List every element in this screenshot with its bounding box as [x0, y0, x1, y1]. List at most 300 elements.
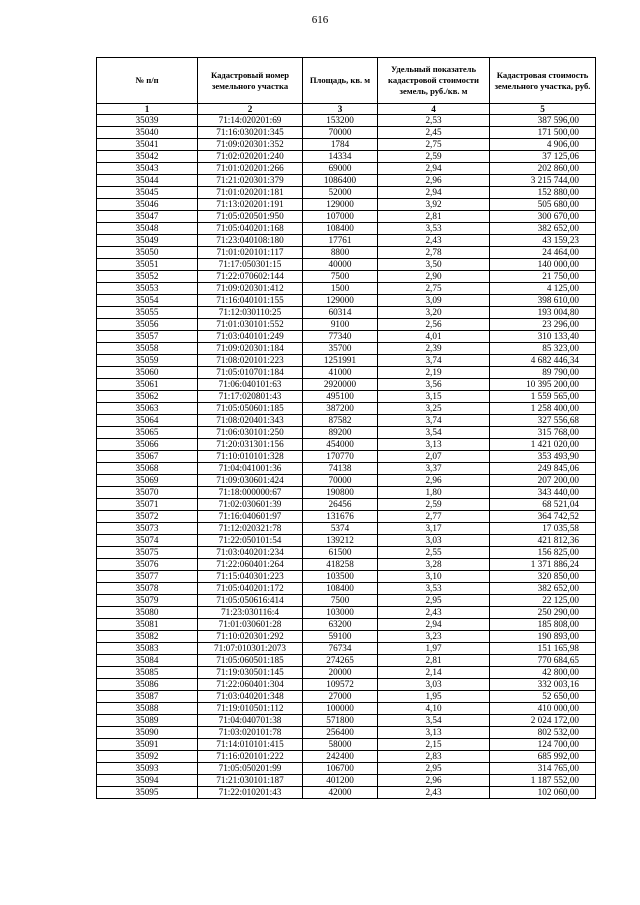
cell-row-number: 35064: [97, 415, 198, 427]
cell-row-number: 35085: [97, 667, 198, 679]
cell-unit-rate: 2,95: [378, 763, 490, 775]
table-row: [97, 139, 596, 151]
cell-area: 89200: [303, 427, 378, 439]
cell-area: 242400: [303, 751, 378, 763]
cell-area: 7500: [303, 595, 378, 607]
cell-row-number: 35059: [97, 355, 198, 367]
cell-unit-rate: 3,23: [378, 631, 490, 643]
cell-row-number: 35046: [97, 199, 198, 211]
cell-cadastral-number: 71:22:050101:54: [198, 535, 303, 547]
cell-cadastral-value: 802 532,00: [490, 727, 596, 739]
cell-area: 27000: [303, 691, 378, 703]
cell-row-number: 35093: [97, 763, 198, 775]
cell-unit-rate: 3,56: [378, 379, 490, 391]
cell-unit-rate: 2,94: [378, 619, 490, 631]
cell-row-number: 35054: [97, 295, 198, 307]
table-row: [97, 535, 596, 547]
cell-cadastral-number: 71:10:020301:292: [198, 631, 303, 643]
cell-row-number: 35040: [97, 127, 198, 139]
cell-unit-rate: 3,50: [378, 259, 490, 271]
cell-area: 274265: [303, 655, 378, 667]
table-row: [97, 415, 596, 427]
cell-cadastral-value: 24 464,00: [490, 247, 596, 259]
cell-cadastral-value: 3 215 744,00: [490, 175, 596, 187]
table-body: [97, 115, 596, 799]
cell-unit-rate: 3,09: [378, 295, 490, 307]
cell-row-number: 35071: [97, 499, 198, 511]
cell-row-number: 35061: [97, 379, 198, 391]
cell-unit-rate: 3,03: [378, 679, 490, 691]
cell-cadastral-number: 71:12:020321:78: [198, 523, 303, 535]
cell-cadastral-value: 1 421 020,00: [490, 439, 596, 451]
cell-area: 100000: [303, 703, 378, 715]
cell-area: 387200: [303, 403, 378, 415]
cell-cadastral-value: 22 125,00: [490, 595, 596, 607]
cell-cadastral-number: 71:17:020801:43: [198, 391, 303, 403]
cell-unit-rate: 2,96: [378, 775, 490, 787]
table-row: [97, 691, 596, 703]
cell-cadastral-number: 71:01:020101:117: [198, 247, 303, 259]
cell-area: 495100: [303, 391, 378, 403]
cell-cadastral-value: 43 159,23: [490, 235, 596, 247]
cell-unit-rate: 3,54: [378, 715, 490, 727]
cell-cadastral-value: 152 880,00: [490, 187, 596, 199]
cell-unit-rate: 3,92: [378, 199, 490, 211]
cell-row-number: 35095: [97, 787, 198, 799]
cell-cadastral-number: 71:01:030601:28: [198, 619, 303, 631]
cell-cadastral-number: 71:09:020301:184: [198, 343, 303, 355]
table-row: [97, 211, 596, 223]
cell-cadastral-number: 71:14:010101:415: [198, 739, 303, 751]
cell-area: 61500: [303, 547, 378, 559]
cell-cadastral-value: 102 060,00: [490, 787, 596, 799]
cell-unit-rate: 2,96: [378, 175, 490, 187]
cell-area: 20000: [303, 667, 378, 679]
cell-unit-rate: 4,10: [378, 703, 490, 715]
cell-area: 256400: [303, 727, 378, 739]
cell-cadastral-value: 156 825,00: [490, 547, 596, 559]
table-row: [97, 595, 596, 607]
cell-row-number: 35055: [97, 307, 198, 319]
table-row: [97, 403, 596, 415]
cell-unit-rate: 2,43: [378, 787, 490, 799]
table-row: [97, 703, 596, 715]
cell-area: 41000: [303, 367, 378, 379]
cell-area: 129000: [303, 295, 378, 307]
cell-area: 131676: [303, 511, 378, 523]
cell-row-number: 35073: [97, 523, 198, 535]
cell-unit-rate: 2,56: [378, 319, 490, 331]
table-row: [97, 763, 596, 775]
column-number: 1: [97, 104, 198, 115]
cell-cadastral-value: 193 004,80: [490, 307, 596, 319]
cell-area: 1784: [303, 139, 378, 151]
page-number: 616: [311, 14, 329, 26]
column-number: 2: [198, 104, 303, 115]
table-row: [97, 607, 596, 619]
cell-area: 108400: [303, 223, 378, 235]
column-number: 4: [378, 104, 490, 115]
cell-cadastral-value: 382 652,00: [490, 223, 596, 235]
header-cadastral-value: Кадастровая стоимость земельного участка, руб.: [490, 58, 596, 104]
cell-row-number: 35058: [97, 343, 198, 355]
table-row: [97, 343, 596, 355]
table-row: [97, 643, 596, 655]
cell-cadastral-value: 249 845,06: [490, 463, 596, 475]
table-row: [97, 631, 596, 643]
cell-row-number: 35066: [97, 439, 198, 451]
cell-row-number: 35080: [97, 607, 198, 619]
cell-area: 69000: [303, 163, 378, 175]
cell-unit-rate: 2,14: [378, 667, 490, 679]
cell-row-number: 35087: [97, 691, 198, 703]
cell-row-number: 35072: [97, 511, 198, 523]
cell-area: 190800: [303, 487, 378, 499]
cell-cadastral-value: 2 024 172,00: [490, 715, 596, 727]
cell-cadastral-value: 770 684,65: [490, 655, 596, 667]
cell-cadastral-number: 71:21:030101:187: [198, 775, 303, 787]
cell-unit-rate: 2,43: [378, 235, 490, 247]
cell-unit-rate: 3,54: [378, 427, 490, 439]
cell-row-number: 35048: [97, 223, 198, 235]
table-row: [97, 475, 596, 487]
column-number: 3: [303, 104, 378, 115]
table-row: [97, 307, 596, 319]
cell-area: 108400: [303, 583, 378, 595]
table-row: [97, 427, 596, 439]
table-row: [97, 655, 596, 667]
cell-unit-rate: 3,37: [378, 463, 490, 475]
cell-cadastral-value: 332 003,16: [490, 679, 596, 691]
cell-row-number: 35083: [97, 643, 198, 655]
table-row: [97, 163, 596, 175]
cell-unit-rate: 1,80: [378, 487, 490, 499]
table-row: [97, 739, 596, 751]
cell-unit-rate: 3,15: [378, 391, 490, 403]
table-row: [97, 127, 596, 139]
cell-cadastral-value: 320 850,00: [490, 571, 596, 583]
table-row: [97, 391, 596, 403]
table-row: [97, 187, 596, 199]
cell-row-number: 35052: [97, 271, 198, 283]
cell-unit-rate: 3,53: [378, 223, 490, 235]
cell-area: 454000: [303, 439, 378, 451]
cell-cadastral-value: 207 200,00: [490, 475, 596, 487]
cell-row-number: 35062: [97, 391, 198, 403]
cell-cadastral-value: 21 750,00: [490, 271, 596, 283]
cell-area: 87582: [303, 415, 378, 427]
cell-row-number: 35086: [97, 679, 198, 691]
cell-cadastral-value: 327 556,68: [490, 415, 596, 427]
cadastral-value-table: [96, 57, 596, 799]
cell-row-number: 35088: [97, 703, 198, 715]
cell-cadastral-number: 71:04:040701:38: [198, 715, 303, 727]
cell-row-number: 35051: [97, 259, 198, 271]
cell-row-number: 35045: [97, 187, 198, 199]
table-row: [97, 727, 596, 739]
cell-cadastral-number: 71:22:060401:264: [198, 559, 303, 571]
cell-unit-rate: 2,94: [378, 163, 490, 175]
table-row: [97, 775, 596, 787]
cell-cadastral-value: 185 808,00: [490, 619, 596, 631]
cell-cadastral-value: 190 893,00: [490, 631, 596, 643]
table-row: [97, 223, 596, 235]
cell-row-number: 35041: [97, 139, 198, 151]
cell-row-number: 35044: [97, 175, 198, 187]
cell-unit-rate: 3,03: [378, 535, 490, 547]
cell-area: 153200: [303, 115, 378, 127]
table-row: [97, 583, 596, 595]
cell-unit-rate: 2,39: [378, 343, 490, 355]
cell-cadastral-number: 71:23:040108:180: [198, 235, 303, 247]
cell-row-number: 35047: [97, 211, 198, 223]
table-row: [97, 439, 596, 451]
table-row: [97, 451, 596, 463]
cell-row-number: 35091: [97, 739, 198, 751]
cell-cadastral-value: 171 500,00: [490, 127, 596, 139]
cell-cadastral-number: 71:06:040101:63: [198, 379, 303, 391]
cell-cadastral-value: 89 790,00: [490, 367, 596, 379]
cell-cadastral-number: 71:03:020101:78: [198, 727, 303, 739]
cell-area: 401200: [303, 775, 378, 787]
cell-cadastral-value: 85 323,00: [490, 343, 596, 355]
cell-cadastral-value: 300 670,00: [490, 211, 596, 223]
cell-area: 17761: [303, 235, 378, 247]
cell-cadastral-value: 23 296,00: [490, 319, 596, 331]
cell-cadastral-value: 42 800,00: [490, 667, 596, 679]
table-row: [97, 667, 596, 679]
cell-cadastral-value: 1 258 400,00: [490, 403, 596, 415]
table-row: [97, 487, 596, 499]
table-row: [97, 367, 596, 379]
cell-area: 9100: [303, 319, 378, 331]
cell-cadastral-number: 71:07:010301:2073: [198, 643, 303, 655]
cell-row-number: 35094: [97, 775, 198, 787]
cell-cadastral-value: 17 035,58: [490, 523, 596, 535]
cell-row-number: 35075: [97, 547, 198, 559]
cell-unit-rate: 3,53: [378, 583, 490, 595]
cell-cadastral-number: 71:04:041001:36: [198, 463, 303, 475]
cell-cadastral-number: 71:05:040201:172: [198, 583, 303, 595]
cell-row-number: 35090: [97, 727, 198, 739]
table-row: [97, 463, 596, 475]
cell-cadastral-number: 71:17:050301:15: [198, 259, 303, 271]
cell-cadastral-number: 71:20:031301:156: [198, 439, 303, 451]
cell-area: 26456: [303, 499, 378, 511]
cell-cadastral-number: 71:16:040101:155: [198, 295, 303, 307]
cell-cadastral-number: 71:03:040201:234: [198, 547, 303, 559]
cell-row-number: 35076: [97, 559, 198, 571]
cell-unit-rate: 2,75: [378, 283, 490, 295]
cell-row-number: 35063: [97, 403, 198, 415]
cell-unit-rate: 3,74: [378, 415, 490, 427]
cell-area: 77340: [303, 331, 378, 343]
cell-unit-rate: 3,28: [378, 559, 490, 571]
cell-cadastral-number: 71:06:030101:250: [198, 427, 303, 439]
table-row: [97, 271, 596, 283]
cell-row-number: 35092: [97, 751, 198, 763]
table-row: [97, 547, 596, 559]
cell-cadastral-value: 364 742,52: [490, 511, 596, 523]
cell-cadastral-number: 71:05:060501:185: [198, 655, 303, 667]
cell-row-number: 35067: [97, 451, 198, 463]
cell-area: 76734: [303, 643, 378, 655]
cell-area: 418258: [303, 559, 378, 571]
table-row: [97, 247, 596, 259]
cell-cadastral-number: 71:12:030110:25: [198, 307, 303, 319]
cell-area: 129000: [303, 199, 378, 211]
cell-row-number: 35077: [97, 571, 198, 583]
table-row: [97, 355, 596, 367]
cell-area: 60314: [303, 307, 378, 319]
cell-cadastral-number: 71:09:030601:424: [198, 475, 303, 487]
cell-area: 571800: [303, 715, 378, 727]
cell-area: 59100: [303, 631, 378, 643]
cell-area: 63200: [303, 619, 378, 631]
cell-unit-rate: 2,45: [378, 127, 490, 139]
cell-area: 52000: [303, 187, 378, 199]
cell-unit-rate: 1,97: [378, 643, 490, 655]
cell-cadastral-number: 71:21:020301:379: [198, 175, 303, 187]
cell-cadastral-value: 1 187 552,00: [490, 775, 596, 787]
cell-cadastral-value: 10 395 200,00: [490, 379, 596, 391]
cell-cadastral-value: 398 610,00: [490, 295, 596, 307]
table-row: [97, 499, 596, 511]
cell-unit-rate: 2,96: [378, 475, 490, 487]
cell-cadastral-value: 505 680,00: [490, 199, 596, 211]
cell-cadastral-number: 71:22:060401:304: [198, 679, 303, 691]
cell-cadastral-number: 71:01:020201:181: [198, 187, 303, 199]
cell-cadastral-value: 37 125,06: [490, 151, 596, 163]
cell-area: 7500: [303, 271, 378, 283]
cell-cadastral-value: 314 765,00: [490, 763, 596, 775]
header-row-number: № п/п: [97, 58, 198, 104]
cell-unit-rate: 2,78: [378, 247, 490, 259]
table-row: [97, 751, 596, 763]
cell-cadastral-value: 1 559 565,00: [490, 391, 596, 403]
cell-row-number: 35078: [97, 583, 198, 595]
table-row: [97, 787, 596, 799]
table-row: [97, 331, 596, 343]
cell-area: 103500: [303, 571, 378, 583]
cell-unit-rate: 2,15: [378, 739, 490, 751]
cell-cadastral-number: 71:09:020301:352: [198, 139, 303, 151]
cell-cadastral-value: 315 768,00: [490, 427, 596, 439]
cell-unit-rate: 2,53: [378, 115, 490, 127]
cell-row-number: 35043: [97, 163, 198, 175]
cell-cadastral-number: 71:18:000000:67: [198, 487, 303, 499]
table-row: [97, 319, 596, 331]
table-row: [97, 175, 596, 187]
cell-cadastral-number: 71:14:020201:69: [198, 115, 303, 127]
cell-area: 35700: [303, 343, 378, 355]
cell-cadastral-value: 68 521,04: [490, 499, 596, 511]
cell-cadastral-number: 71:15:040301:223: [198, 571, 303, 583]
cell-row-number: 35060: [97, 367, 198, 379]
cell-cadastral-value: 4 682 446,34: [490, 355, 596, 367]
cell-area: 14334: [303, 151, 378, 163]
cell-cadastral-number: 71:08:020401:343: [198, 415, 303, 427]
cell-area: 70000: [303, 475, 378, 487]
cell-cadastral-value: 387 596,00: [490, 115, 596, 127]
cell-cadastral-number: 71:05:050201:99: [198, 763, 303, 775]
cell-row-number: 35039: [97, 115, 198, 127]
cell-row-number: 35070: [97, 487, 198, 499]
cell-row-number: 35081: [97, 619, 198, 631]
cell-cadastral-value: 685 992,00: [490, 751, 596, 763]
table-row: [97, 259, 596, 271]
cell-cadastral-number: 71:05:050601:185: [198, 403, 303, 415]
table-row: [97, 523, 596, 535]
cell-cadastral-number: 71:13:020201:191: [198, 199, 303, 211]
cell-cadastral-value: 4 125,00: [490, 283, 596, 295]
cell-cadastral-number: 71:16:030201:345: [198, 127, 303, 139]
cell-unit-rate: 2,07: [378, 451, 490, 463]
cell-cadastral-number: 71:03:040201:348: [198, 691, 303, 703]
cell-cadastral-value: 1 371 886,24: [490, 559, 596, 571]
cell-row-number: 35056: [97, 319, 198, 331]
cell-unit-rate: 2,19: [378, 367, 490, 379]
cell-area: 103000: [303, 607, 378, 619]
cell-area: 74138: [303, 463, 378, 475]
cell-unit-rate: 3,20: [378, 307, 490, 319]
cell-row-number: 35042: [97, 151, 198, 163]
table-row: [97, 151, 596, 163]
table-row: [97, 571, 596, 583]
cell-cadastral-number: 71:05:020501:950: [198, 211, 303, 223]
cell-unit-rate: 3,25: [378, 403, 490, 415]
cell-cadastral-value: 124 700,00: [490, 739, 596, 751]
cell-cadastral-value: 202 860,00: [490, 163, 596, 175]
table-row: [97, 511, 596, 523]
column-number-row: [97, 104, 596, 115]
cell-cadastral-number: 71:01:020201:266: [198, 163, 303, 175]
cell-cadastral-value: 353 493,90: [490, 451, 596, 463]
table-row: [97, 619, 596, 631]
cell-row-number: 35069: [97, 475, 198, 487]
cell-cadastral-number: 71:05:010701:184: [198, 367, 303, 379]
cell-row-number: 35084: [97, 655, 198, 667]
cell-cadastral-number: 71:19:010501:112: [198, 703, 303, 715]
table-row: [97, 559, 596, 571]
table-row: [97, 295, 596, 307]
cell-area: 107000: [303, 211, 378, 223]
cell-cadastral-number: 71:02:030601:39: [198, 499, 303, 511]
cell-area: 170770: [303, 451, 378, 463]
cell-cadastral-value: 310 133,40: [490, 331, 596, 343]
header-unit-rate: Удельный показатель кадастровой стоимости земель, руб./кв. м: [378, 58, 490, 104]
cell-area: 40000: [303, 259, 378, 271]
cell-area: 1086400: [303, 175, 378, 187]
cell-row-number: 35049: [97, 235, 198, 247]
cell-cadastral-number: 71:03:040101:249: [198, 331, 303, 343]
cell-cadastral-value: 4 906,00: [490, 139, 596, 151]
cell-unit-rate: 2,81: [378, 211, 490, 223]
table-row: [97, 715, 596, 727]
table-row: [97, 379, 596, 391]
cell-unit-rate: 3,10: [378, 571, 490, 583]
cell-cadastral-number: 71:09:020301:412: [198, 283, 303, 295]
cell-cadastral-value: 410 000,00: [490, 703, 596, 715]
cell-unit-rate: 2,75: [378, 139, 490, 151]
cell-unit-rate: 2,55: [378, 547, 490, 559]
cell-cadastral-number: 71:23:030116:4: [198, 607, 303, 619]
cell-cadastral-number: 71:22:070602:144: [198, 271, 303, 283]
table-row: [97, 679, 596, 691]
cell-row-number: 35050: [97, 247, 198, 259]
cell-area: 70000: [303, 127, 378, 139]
header-cadastral-number: Кадастровый номер земельного участка: [198, 58, 303, 104]
